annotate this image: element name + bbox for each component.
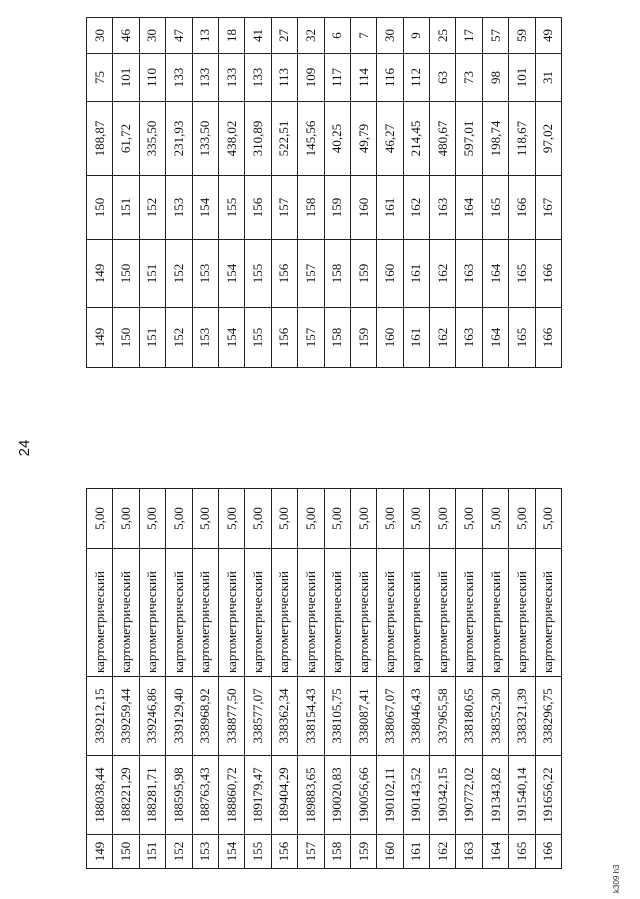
coordinates-row [377,489,403,869]
coordinates-row [218,489,244,869]
coordinates-row [509,489,535,869]
coordinates-row [350,489,376,869]
coordinates-row [456,489,482,869]
segment-cell: 75 [87,54,113,102]
coordinates-cell: 191540,14 [509,756,535,835]
coordinates-cell: 5,00 [139,489,165,549]
segment-cell: 114 [350,54,376,102]
coordinates-row [192,489,218,869]
segment-cell: 167 [535,176,561,240]
coordinates-row [166,489,192,869]
coordinates-cell: 5,00 [324,489,350,549]
coordinates-cell: 5,00 [509,489,535,549]
segment-row [192,18,218,368]
segment-cell: 160 [350,176,376,240]
segment-cell: 18 [218,18,244,54]
coordinates-cell: 5,00 [298,489,324,549]
segment-cell: 310,89 [245,102,271,176]
segment-cell: 112 [403,54,429,102]
coordinates-row [298,489,324,869]
coordinates-cell: 338296,75 [535,677,561,756]
coordinates-cell: картометрический [403,549,429,677]
coordinates-cell: 5,00 [350,489,376,549]
segment-cell: 157 [298,308,324,368]
coordinates-cell: 338362,34 [271,677,297,756]
coordinates-row [271,489,297,869]
coordinates-cell: 338321,39 [509,677,535,756]
segment-cell: 166 [535,308,561,368]
segment-cell: 158 [298,176,324,240]
segment-cell: 163 [456,308,482,368]
segment-cell: 49,79 [350,102,376,176]
coordinates-cell: 165 [509,835,535,869]
coordinates-cell: картометрический [430,549,456,677]
coordinates-cell: 338154,43 [298,677,324,756]
coordinates-cell: 5,00 [113,489,139,549]
coordinates-cell: картометрический [139,549,165,677]
segment-row [430,18,456,368]
coordinates-cell: 338180,65 [456,677,482,756]
coordinates-cell: 188221,29 [113,756,139,835]
segment-cell: 164 [456,176,482,240]
segment-cell: 151 [139,308,165,368]
segment-cell: 157 [298,240,324,308]
coordinates-cell: 339259,44 [113,677,139,756]
segment-cell: 188,87 [87,102,113,176]
boundary-segments-table [86,17,562,368]
segment-cell: 155 [245,240,271,308]
segment-cell: 152 [166,308,192,368]
segment-cell: 46 [113,18,139,54]
coordinates-cell: 190020,83 [324,756,350,835]
segment-cell: 25 [430,18,456,54]
segment-cell: 155 [245,308,271,368]
segment-cell: 163 [456,240,482,308]
segment-cell: 150 [87,176,113,240]
segment-row [509,18,535,368]
coordinates-cell: картометрический [377,549,403,677]
segment-cell: 165 [509,308,535,368]
coordinates-cell: 5,00 [377,489,403,549]
segment-cell: 153 [192,308,218,368]
coordinates-cell: 191343,82 [482,756,508,835]
coordinates-cell: 188595,98 [166,756,192,835]
segment-cell: 161 [403,240,429,308]
coordinates-cell: картометрический [87,549,113,677]
segment-cell: 150 [113,308,139,368]
segment-cell: 597,01 [456,102,482,176]
segment-cell: 166 [535,240,561,308]
segment-cell: 49 [535,18,561,54]
segment-cell: 133 [218,54,244,102]
segment-cell: 160 [377,308,403,368]
segment-cell: 150 [113,240,139,308]
coordinates-cell: 188038,44 [87,756,113,835]
coordinates-cell: 188860,72 [218,756,244,835]
coordinates-cell: 338968,92 [192,677,218,756]
coordinates-cell: картометрический [113,549,139,677]
segment-cell: 145,56 [298,102,324,176]
coordinates-row [324,489,350,869]
coordinates-cell: 338105,75 [324,677,350,756]
segment-cell: 133 [166,54,192,102]
coordinates-cell: 151 [139,835,165,869]
segment-cell: 161 [403,308,429,368]
segment-cell: 152 [166,240,192,308]
coordinates-cell: 337965,58 [430,677,456,756]
coordinates-cell: 338877,50 [218,677,244,756]
coordinates-cell: картометрический [245,549,271,677]
segment-cell: 159 [350,240,376,308]
segment-cell: 32 [298,18,324,54]
segment-cell: 162 [403,176,429,240]
coordinates-cell: 190102,11 [377,756,403,835]
segment-cell: 46,27 [377,102,403,176]
coordinates-cell: 5,00 [166,489,192,549]
segment-cell: 162 [430,308,456,368]
segment-row [271,18,297,368]
segment-cell: 162 [430,240,456,308]
coordinates-cell: картометрический [482,549,508,677]
coordinates-table [86,488,562,869]
segment-cell: 27 [271,18,297,54]
coordinates-row [87,489,113,869]
segment-cell: 116 [377,54,403,102]
segment-cell: 73 [456,54,482,102]
segment-row [456,18,482,368]
segment-cell: 157 [271,176,297,240]
coordinates-row [139,489,165,869]
footer-code: k309 h3 [612,864,621,893]
segment-cell: 165 [509,240,535,308]
coordinates-cell: 5,00 [245,489,271,549]
coordinates-row [245,489,271,869]
segment-cell: 57 [482,18,508,54]
coordinates-cell: картометрический [298,549,324,677]
coordinates-cell: 338067,07 [377,677,403,756]
segment-cell: 165 [482,176,508,240]
segment-cell: 13 [192,18,218,54]
coordinates-cell: 5,00 [482,489,508,549]
segment-cell: 158 [324,308,350,368]
segment-cell: 6 [324,18,350,54]
segment-cell: 98 [482,54,508,102]
segment-cell: 159 [324,176,350,240]
segment-cell: 152 [139,176,165,240]
segment-cell: 9 [403,18,429,54]
coordinates-cell: 156 [271,835,297,869]
segment-cell: 522,51 [271,102,297,176]
coordinates-cell: 159 [350,835,376,869]
coordinates-cell: 5,00 [271,489,297,549]
segment-cell: 160 [377,240,403,308]
segment-cell: 113 [271,54,297,102]
page-number: 24 [16,439,33,457]
coordinates-cell: 5,00 [456,489,482,549]
coordinates-cell: картометрический [535,549,561,677]
segment-cell: 231,93 [166,102,192,176]
segment-row [218,18,244,368]
segment-cell: 101 [509,54,535,102]
coordinates-cell: картометрический [456,549,482,677]
coordinates-cell: 5,00 [430,489,456,549]
coordinates-cell: 162 [430,835,456,869]
segment-cell: 101 [113,54,139,102]
segment-row [298,18,324,368]
segment-cell: 117 [324,54,350,102]
segment-cell: 59 [509,18,535,54]
segment-row [350,18,376,368]
segment-cell: 30 [139,18,165,54]
segment-cell: 61,72 [113,102,139,176]
coordinates-cell: 149 [87,835,113,869]
segment-cell: 133,50 [192,102,218,176]
coordinates-cell: 157 [298,835,324,869]
coordinates-cell: 5,00 [192,489,218,549]
coordinates-cell: 5,00 [87,489,113,549]
segment-cell: 156 [271,308,297,368]
coordinates-cell: 155 [245,835,271,869]
segment-cell: 166 [509,176,535,240]
segment-cell: 214,45 [403,102,429,176]
coordinates-cell: 339129,40 [166,677,192,756]
segment-cell: 151 [139,240,165,308]
segment-row [166,18,192,368]
segment-cell: 133 [192,54,218,102]
coordinates-cell: картометрический [324,549,350,677]
coordinates-cell: 163 [456,835,482,869]
coordinates-row [535,489,561,869]
coordinates-cell: картометрический [509,549,535,677]
coordinates-cell: 190143,52 [403,756,429,835]
coordinates-cell: картометрический [271,549,297,677]
segment-cell: 30 [87,18,113,54]
segment-cell: 156 [271,240,297,308]
segment-row [482,18,508,368]
segment-cell: 480,67 [430,102,456,176]
segment-cell: 164 [482,308,508,368]
segment-row [87,18,113,368]
segment-cell: 198,74 [482,102,508,176]
segment-cell: 110 [139,54,165,102]
segment-cell: 47 [166,18,192,54]
coordinates-cell: 189883,65 [298,756,324,835]
segment-cell: 154 [218,240,244,308]
coordinates-cell: 5,00 [218,489,244,549]
segment-cell: 154 [218,308,244,368]
segment-cell: 63 [430,54,456,102]
coordinates-cell: 164 [482,835,508,869]
coordinates-cell: 189179,47 [245,756,271,835]
coordinates-cell: 154 [218,835,244,869]
segment-cell: 17 [456,18,482,54]
segment-cell: 163 [430,176,456,240]
coordinates-cell: картометрический [218,549,244,677]
coordinates-cell: картометрический [192,549,218,677]
coordinates-cell: 153 [192,835,218,869]
segment-cell: 118,67 [509,102,535,176]
coordinates-cell: 339246,86 [139,677,165,756]
segment-cell: 97,02 [535,102,561,176]
coordinates-row [430,489,456,869]
coordinates-cell: 152 [166,835,192,869]
segment-cell: 40,25 [324,102,350,176]
segment-cell: 153 [166,176,192,240]
segment-cell: 151 [113,176,139,240]
coordinates-cell: 338352,30 [482,677,508,756]
segment-row [113,18,139,368]
segment-row [324,18,350,368]
segment-cell: 153 [192,240,218,308]
segment-cell: 154 [192,176,218,240]
coordinates-row [403,489,429,869]
coordinates-cell: 160 [377,835,403,869]
coordinates-cell: 150 [113,835,139,869]
segment-cell: 156 [245,176,271,240]
coordinates-cell: 189404,29 [271,756,297,835]
segment-cell: 159 [350,308,376,368]
segment-cell: 41 [245,18,271,54]
segment-cell: 149 [87,240,113,308]
coordinates-cell: 166 [535,835,561,869]
coordinates-cell: картометрический [350,549,376,677]
coordinates-cell: 190342,15 [430,756,456,835]
segment-row [377,18,403,368]
segment-row [139,18,165,368]
coordinates-cell: 338577,07 [245,677,271,756]
coordinates-cell: 188763,43 [192,756,218,835]
segment-cell: 31 [535,54,561,102]
segment-cell: 161 [377,176,403,240]
coordinates-cell: 190056,66 [350,756,376,835]
coordinates-cell: 5,00 [535,489,561,549]
segment-row [535,18,561,368]
segment-cell: 30 [377,18,403,54]
coordinates-cell: 190772,02 [456,756,482,835]
segment-cell: 133 [245,54,271,102]
coordinates-cell: 191656,22 [535,756,561,835]
coordinates-cell: 158 [324,835,350,869]
coordinates-cell: 188281,71 [139,756,165,835]
coordinates-cell: 339212,15 [87,677,113,756]
segment-cell: 155 [218,176,244,240]
segment-cell: 335,50 [139,102,165,176]
segment-cell: 438,02 [218,102,244,176]
segment-cell: 149 [87,308,113,368]
segment-row [245,18,271,368]
segment-cell: 164 [482,240,508,308]
coordinates-cell: 338046,43 [403,677,429,756]
segment-row [403,18,429,368]
segment-cell: 158 [324,240,350,308]
coordinates-cell: картометрический [166,549,192,677]
coordinates-cell: 338087,41 [350,677,376,756]
segment-cell: 7 [350,18,376,54]
coordinates-row [482,489,508,869]
coordinates-cell: 161 [403,835,429,869]
coordinates-cell: 5,00 [403,489,429,549]
coordinates-row [113,489,139,869]
segment-cell: 109 [298,54,324,102]
